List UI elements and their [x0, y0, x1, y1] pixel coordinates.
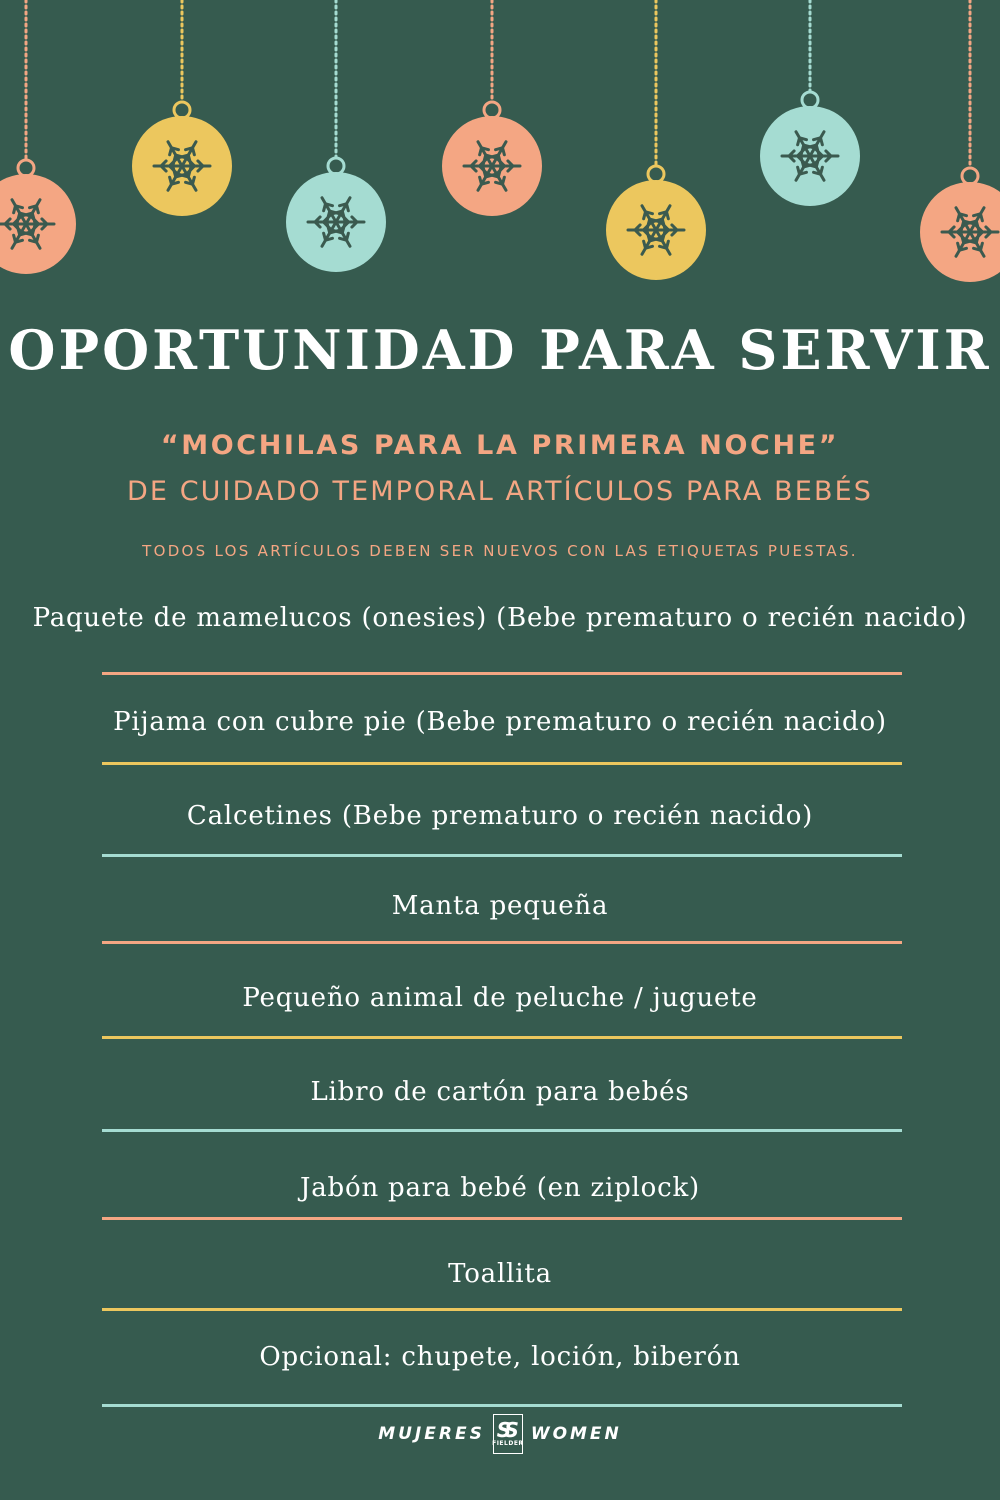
ornament: [606, 0, 706, 280]
list-item: Toallita: [448, 1259, 552, 1289]
fielder-logo: [493, 1414, 523, 1454]
ornament: [760, 0, 860, 206]
item-divider: [102, 854, 902, 857]
footer-right-word: WOMEN: [530, 1424, 622, 1444]
list-item: Paquete de mamelucos (onesies) (Bebe prematuro o recién nacido): [32, 603, 968, 633]
item-divider: [102, 1308, 902, 1311]
list-item: Manta pequeña: [391, 891, 609, 921]
subtitle-line-2: DE CUIDADO TEMPORAL ARTÍCULOS PARA BEBÉS: [126, 476, 873, 507]
page-title: OPORTUNIDAD PARA SERVIR: [8, 318, 992, 382]
ornament: [132, 0, 232, 216]
list-item: Opcional: chupete, loción, biberón: [259, 1342, 741, 1372]
ornament-garland: [0, 0, 1000, 300]
ornament: [0, 0, 76, 274]
list-item: Libro de cartón para bebés: [310, 1077, 690, 1107]
list-item: Calcetines (Bebe prematuro o recién nacido): [186, 801, 814, 831]
ornament: [286, 0, 386, 272]
list-item: Pijama con cubre pie (Bebe prematuro o recién nacido): [113, 707, 887, 737]
subtitle-line-1: “MOCHILAS PARA LA PRIMERA NOCHE”: [160, 430, 840, 461]
ornament: [442, 0, 542, 216]
ornament: [920, 0, 1000, 282]
item-divider: [102, 1036, 902, 1039]
list-item: Pequeño animal de peluche / juguete: [242, 983, 758, 1013]
logo-mark: SS: [496, 1418, 513, 1442]
item-divider: [102, 1129, 902, 1132]
item-divider: [102, 941, 902, 944]
requirement-note: TODOS LOS ARTÍCULOS DEBEN SER NUEVOS CON LAS ETIQUETAS PUESTAS.: [142, 542, 858, 560]
item-divider: [102, 1217, 902, 1220]
logo-text: FIELDER: [492, 1440, 524, 1447]
item-divider: [102, 762, 902, 765]
list-item: Jabón para bebé (en ziplock): [300, 1173, 700, 1203]
item-divider: [102, 1404, 902, 1407]
footer-left-word: MUJERES: [378, 1424, 485, 1444]
item-divider: [102, 672, 902, 675]
footer-brand: [0, 1414, 1000, 1454]
